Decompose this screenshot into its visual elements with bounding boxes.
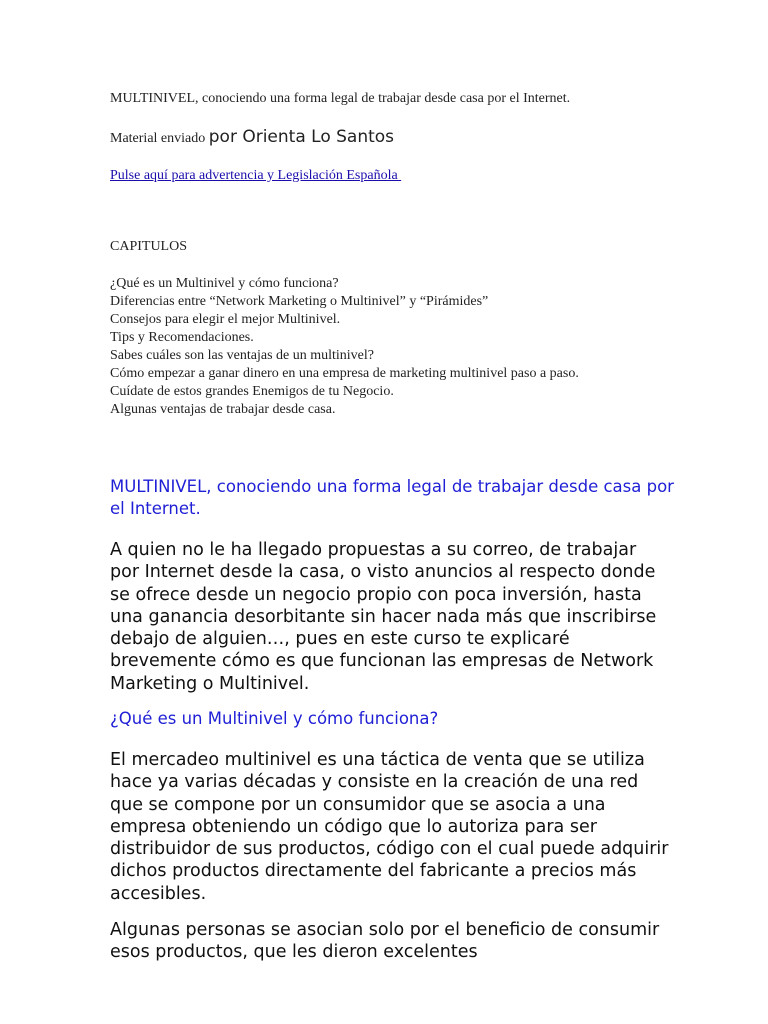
document-title: MULTINIVEL, conociendo una forma legal de trabajar desde casa por el Internet. — [110, 91, 571, 106]
chapter-item: Tips y Recomendaciones. — [110, 330, 254, 345]
chapter-item: Algunas ventajas de trabajar desde casa. — [110, 402, 336, 417]
sender-line — [110, 127, 394, 147]
chapter-item: Diferencias entre “Network Marketing o Multinivel” y “Pirámides” — [110, 294, 489, 309]
definition-paragraph: El mercadeo multinivel es una táctica de venta que se utiliza hace ya varias décadas y consiste en la creación de una red que se compone por un consumidor que se asocia a una empresa obteniendo un código que lo autoriza para ser distribuidor de sus productos, código con el cual puede adquirir dichos productos directamente del fabricante a precios más accesibles. — [110, 750, 669, 904]
legal-warning-link[interactable]: Pulse aquí para advertencia y Legislación Española — [110, 168, 402, 183]
sender-name: por Orienta Lo Santos — [208, 127, 395, 147]
chapter-list — [110, 275, 579, 419]
chapter-item: Sabes cuáles son las ventajas de un multinivel? — [110, 348, 374, 363]
main-section-title: MULTINIVEL, conociendo una forma legal de trabajar desde casa por el Internet. — [110, 477, 674, 518]
chapter-item: ¿Qué es un Multinivel y cómo funciona? — [110, 276, 339, 291]
sender-prefix: Material enviado — [110, 131, 209, 146]
chapter-item: Cuídate de estos grandes Enemigos de tu Negocio. — [110, 384, 394, 399]
question-section-title: ¿Qué es un Multinivel y cómo funciona? — [110, 709, 439, 728]
chapters-heading: CAPITULOS — [110, 239, 188, 254]
intro-paragraph: A quien no le ha llegado propuestas a su correo, de trabajar por Internet desde la casa, o visto anuncios al respecto donde se ofrece desde un negocio propio con poca inversión, hasta una ganancia desorbitante sin hacer nada más que inscribirse debajo de alguien…, pues en este curso te explicaré brevemente cómo es que funcionan las empresas de Network Marketing o Multinivel. — [110, 540, 657, 694]
chapter-item: Cómo empezar a ganar dinero en una empresa de marketing multinivel paso a paso. — [110, 366, 579, 381]
chapter-item: Consejos para elegir el mejor Multinivel. — [110, 312, 341, 327]
some-people-paragraph: Algunas personas se asocian solo por el beneficio de consumir esos productos, que les dieron excelentes — [110, 920, 660, 963]
